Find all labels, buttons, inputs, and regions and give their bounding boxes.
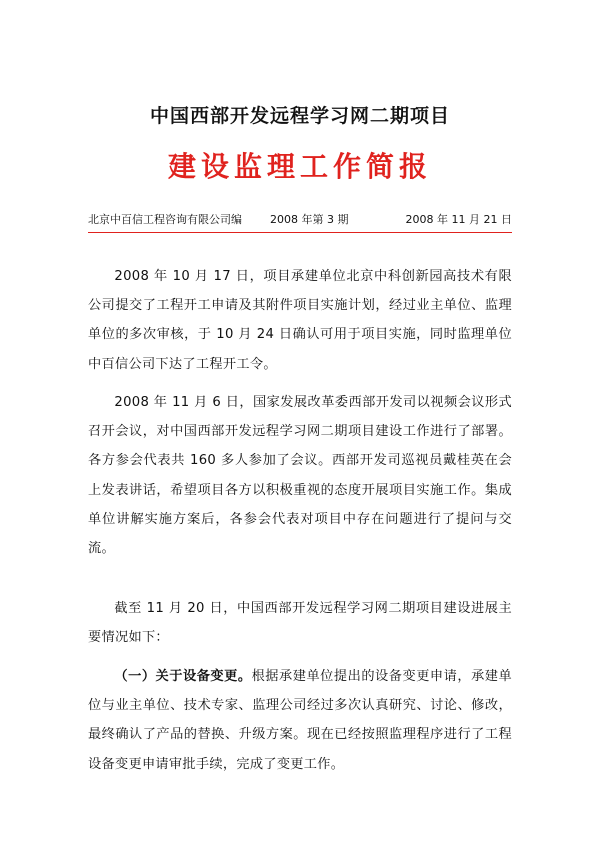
bulletin-title: 建设监理工作简报 xyxy=(167,150,432,183)
paragraph-section-1 xyxy=(88,662,512,779)
section-1-heading: （一）关于设备变更。 xyxy=(114,669,252,684)
header-divider xyxy=(88,232,512,233)
section-1-text: 根据承建单位提出的设备变更申请，承建单位与业主单位、技术专家、监理公司经过多次认真研究、讨论、修改，最终确认了产品的替换、升级方案。现在已经按照监理程序进行了工程设备变更申请审批手续，完成了变更工作。 xyxy=(88,669,512,772)
paragraph-3: 截至 11 月 20 日，中国西部开发远程学习网二期项目建设进展主要情况如下： xyxy=(88,601,512,646)
issue-number: 2008 年第 3 期 xyxy=(270,213,349,226)
bulletin-meta xyxy=(88,211,512,227)
paragraph-2: 2008 年 11 月 6 日，国家发展改革委西部开发司以视频会议形式召开会议，对中国西部开发远程学习网二期项目建设工作进行了部署。各方参会代表共 160 多人参加了会议。西部开发司巡视员戴桂英在会上发表讲话，希望项目各方以积极重视的态度开展项目实施工作。集成单位讲解实施方案后，各参会代表对项目中存在问题进行了提问与交流。 xyxy=(88,395,512,557)
project-title: 中国西部开发远程学习网二期项目 xyxy=(149,105,450,127)
issue-date: 2008 年 11 月 21 日 xyxy=(405,213,512,226)
paragraph-1: 2008 年 10 月 17 日，项目承建单位北京中科创新园高技术有限公司提交了工程开工申请及其附件项目实施计划，经过业主单位、监理单位的多次审核，于 10 月 24 日确认可用于项目实施，同时监理单位中百信公司下达了工程开工令。 xyxy=(88,269,512,372)
publisher-label: 北京中百信工程咨询有限公司编 xyxy=(88,213,242,226)
